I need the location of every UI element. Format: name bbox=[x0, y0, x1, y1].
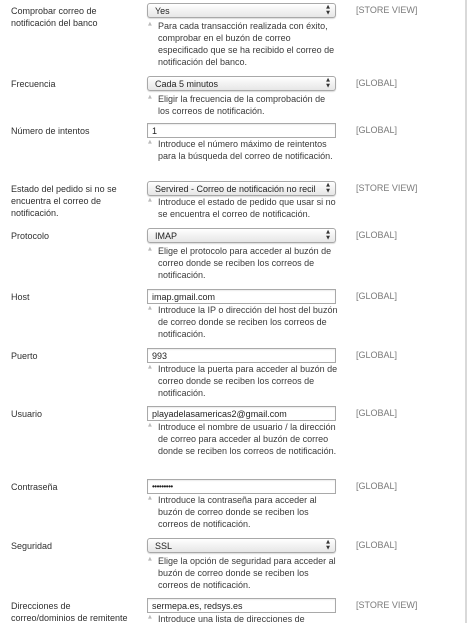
field-label: Comprobar correo de notificación del banco bbox=[11, 6, 98, 28]
field-label: Contraseña bbox=[11, 482, 58, 492]
order-status-select[interactable] bbox=[147, 181, 336, 196]
scope-badge: [GLOBAL] bbox=[356, 125, 398, 135]
port-input[interactable] bbox=[147, 348, 336, 363]
select-value: SSL bbox=[155, 541, 173, 551]
note-caret-icon: ▲ bbox=[148, 305, 152, 311]
select-arrows-icon: ▲ ▼ bbox=[326, 77, 330, 89]
field-label: Seguridad bbox=[11, 541, 53, 551]
scope-badge: [GLOBAL] bbox=[356, 78, 398, 88]
select-value: Servired - Correo de notificación no recil bbox=[155, 184, 316, 194]
field-note bbox=[147, 421, 339, 457]
input-value: 993 bbox=[152, 351, 168, 361]
input-value: sermepa.es, redsys.es bbox=[152, 601, 243, 611]
note-text: Introduce el nombre de usuario / la dirección de correo para acceder al buzón de correo donde se reciben los correos de notificación. bbox=[158, 422, 337, 456]
scope-badge: [STORE VIEW] bbox=[356, 5, 418, 15]
scope-badge: [GLOBAL] bbox=[356, 350, 398, 360]
sender-addresses-input[interactable] bbox=[147, 598, 336, 613]
field-label: Frecuencia bbox=[11, 79, 56, 89]
field-label: Host bbox=[11, 292, 30, 302]
input-value: imap.gmail.com bbox=[152, 292, 216, 302]
check-bank-email-select[interactable] bbox=[147, 3, 336, 18]
note-text: Introduce una lista de direcciones de bbox=[158, 614, 305, 623]
field-row-user bbox=[0, 404, 465, 476]
note-caret-icon: ▲ bbox=[148, 197, 152, 203]
scope-badge: [GLOBAL] bbox=[356, 540, 398, 550]
note-caret-icon: ▲ bbox=[148, 139, 152, 145]
select-value: Cada 5 minutos bbox=[155, 79, 219, 89]
select-arrows-icon: ▲ ▼ bbox=[326, 229, 330, 241]
note-text: Eligir la frecuencia de la comprobación de los correos de notificación. bbox=[158, 94, 326, 116]
field-row-password bbox=[0, 477, 465, 535]
field-note bbox=[147, 245, 339, 281]
note-caret-icon: ▲ bbox=[148, 364, 152, 370]
note-text: Para cada transacción realizada con éxito, comprobar en el buzón de correo especificado que se ha recibido el correo de notificación del banco. bbox=[158, 21, 335, 67]
note-caret-icon: ▲ bbox=[148, 21, 152, 27]
field-label: Estado del pedido si no se encuentra el correo de notificación. bbox=[11, 184, 117, 218]
field-label: Usuario bbox=[11, 409, 43, 419]
note-text: Introduce la puerta para acceder al buzón de correo donde se reciben los correos de notificación. bbox=[158, 364, 338, 398]
note-caret-icon: ▲ bbox=[148, 614, 152, 620]
field-note bbox=[147, 138, 339, 162]
note-text: Introduce el número máximo de reintentos para la búsqueda del correo de notificación. bbox=[158, 139, 333, 161]
scope-badge: [STORE VIEW] bbox=[356, 183, 418, 193]
field-row-security bbox=[0, 536, 465, 596]
field-note bbox=[147, 494, 339, 530]
select-value: IMAP bbox=[155, 231, 178, 241]
field-row-port bbox=[0, 346, 465, 404]
field-row-protocol bbox=[0, 226, 465, 286]
field-row-frequency bbox=[0, 74, 465, 120]
retries-input[interactable] bbox=[147, 123, 336, 138]
note-caret-icon: ▲ bbox=[148, 246, 152, 252]
note-caret-icon: ▲ bbox=[148, 94, 152, 100]
note-text: Elige la opción de seguridad para acceder al buzón de correo donde se reciben los correos de notificación. bbox=[158, 556, 336, 590]
field-label: Direcciones de correo/dominios de remitente bbox=[11, 601, 128, 623]
password-input[interactable] bbox=[147, 479, 336, 494]
field-note bbox=[147, 20, 339, 68]
select-value: Yes bbox=[155, 6, 170, 16]
scope-badge: [GLOBAL] bbox=[356, 230, 398, 240]
field-note bbox=[147, 363, 339, 399]
scope-badge: [GLOBAL] bbox=[356, 408, 398, 418]
field-note bbox=[147, 93, 339, 117]
select-arrows-icon: ▲ ▼ bbox=[326, 182, 330, 194]
note-text: Elige el protocolo para acceder al buzón de correo donde se reciben los correos de notificación. bbox=[158, 246, 332, 280]
select-arrows-icon: ▲ ▼ bbox=[326, 4, 330, 16]
field-row-sender-addresses bbox=[0, 596, 465, 623]
input-value: playadelasamericas2@gmail.com bbox=[152, 409, 287, 419]
field-note bbox=[147, 555, 339, 591]
note-text: Introduce la contraseña para acceder al buzón de correo donde se reciben los correos de notificación. bbox=[158, 495, 317, 529]
protocol-select[interactable] bbox=[147, 228, 336, 243]
scope-badge: [STORE VIEW] bbox=[356, 600, 418, 610]
field-row-retries bbox=[0, 121, 465, 178]
field-note bbox=[147, 304, 339, 340]
field-label: Número de intentos bbox=[11, 126, 90, 136]
field-note bbox=[147, 196, 339, 220]
scope-badge: [GLOBAL] bbox=[356, 291, 398, 301]
field-label: Puerto bbox=[11, 351, 38, 361]
user-input[interactable] bbox=[147, 406, 336, 421]
input-value: 1 bbox=[152, 126, 158, 136]
field-note bbox=[147, 613, 339, 623]
note-caret-icon: ▲ bbox=[148, 422, 152, 428]
field-row-order-status bbox=[0, 179, 465, 225]
note-caret-icon: ▲ bbox=[148, 495, 152, 501]
field-row-host bbox=[0, 287, 465, 345]
security-select[interactable] bbox=[147, 538, 336, 553]
note-caret-icon: ▲ bbox=[148, 556, 152, 562]
scope-badge: [GLOBAL] bbox=[356, 481, 398, 491]
note-text: Introduce el estado de pedido que usar si no se encuentra el correo de notificación. bbox=[158, 197, 336, 219]
field-row-check-bank-email bbox=[0, 0, 465, 72]
host-input[interactable] bbox=[147, 289, 336, 304]
field-label: Protocolo bbox=[11, 231, 50, 241]
note-text: Introduce la IP o dirección del host del buzón de correo donde se reciben los correos de notificación. bbox=[158, 305, 338, 339]
frequency-select[interactable] bbox=[147, 76, 336, 91]
select-arrows-icon: ▲ ▼ bbox=[326, 539, 330, 551]
input-value: ••••••••• bbox=[152, 482, 173, 491]
